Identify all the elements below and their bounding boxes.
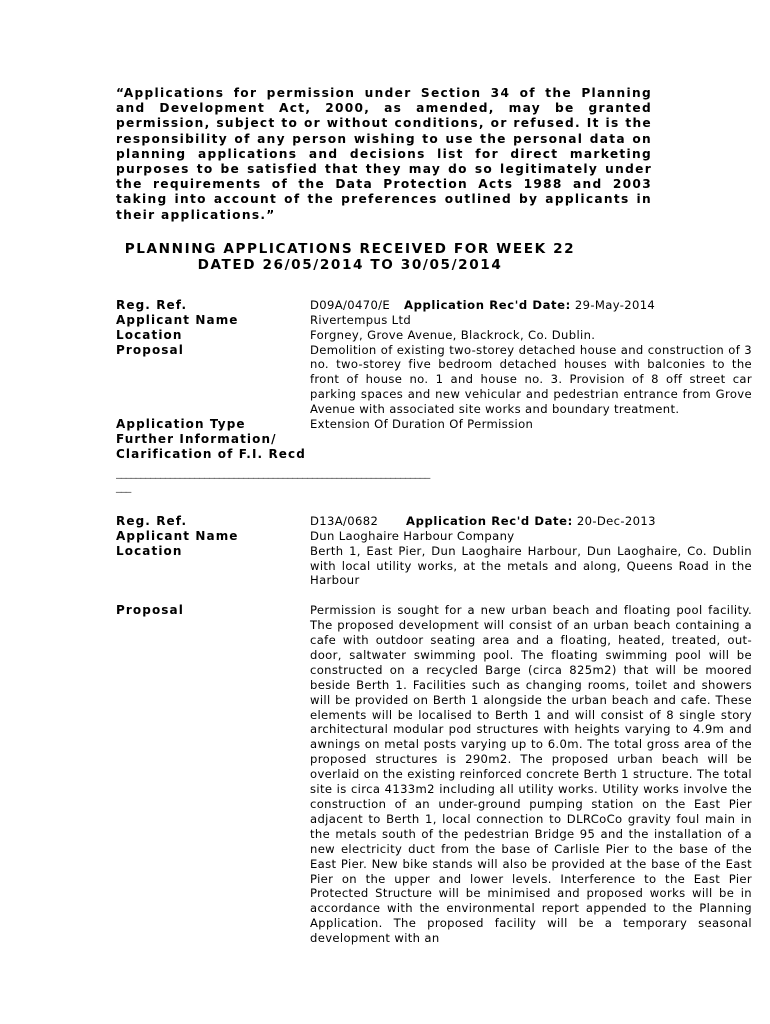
applicant-name-value: Rivertempus Ltd [310, 312, 412, 327]
record-separator: ________________________________________________________________ [116, 465, 430, 479]
proposal-label: Proposal [116, 603, 184, 618]
proposal-value: Demolition of existing two-storey detached house and construction of 3 no. two-storey five bedroom detached houses with balconies to the front of house no. 1 and house no. 3. Provision of 8 off street car parking spaces and new vehicular and pedestrian entrance from Grove Avenue with associated site works and boundary treatment. [310, 342, 752, 417]
date-recd-label: Application Rec'd Date: [404, 297, 571, 312]
record-separator-tail: ___ [116, 479, 131, 493]
applicant-name-value: Dun Laoghaire Harbour Company [310, 528, 515, 543]
applicant-name-label: Applicant Name [116, 312, 239, 327]
application-record [116, 298, 752, 494]
application-type-value: Extension Of Duration Of Permission [310, 417, 534, 432]
clarification-label: Clarification of F.I. Recd [116, 446, 306, 461]
proposal-value: Permission is sought for a new urban beach and floating pool facility. The proposed development will consist of an urban beach containing a cafe with outdoor seating area and a floating, heated, treated, out-door, saltwater swimming pool. The floating swimming pool will be constructed on a recycled Barge (circa 825m2) that will be moored beside Berth 1. Facilities such as changing rooms, toilet and showers will be provided on Berth 1 alongside the urban beach and cafe. These elements will be localised to Berth 1 and will consist of 8 single story architectural modular pod structures with heights varying to 4.9m and awnings on metal posts varying up to 6.0m. The total gross area of the proposed structures is 290m2. The proposed urban beach will be overlaid on the existing reinforced concrete Berth 1 structure. The total site is circa 4133m2 including all utility works. Utility works involve the construction of an under-ground pumping station on the East Pier adjacent to Berth 1, local connection to DLRCoCo gravity foul main in the metals south of the pedestrian Bridge 95 and the installation of a new electricity duct from the base of Carlisle Pier to the base of the East Pier. New bike stands will also be provided at the base of the East Pier on the upper and lower levels. Interference to the East Pier Protected Structure will be minimised and proposed works will be in accordance with the environmental report appended to the Planning Application. The proposed facility will be a temporary seasonal development with an [310, 603, 752, 946]
heading-line-2: DATED 26/05/2014 TO 30/05/2014 [197, 257, 503, 274]
date-recd-value: 20-Dec-2013 [576, 513, 656, 528]
date-recd-label: Application Rec'd Date: [406, 513, 573, 528]
location-label: Location [116, 543, 183, 558]
location-label: Location [116, 327, 183, 342]
proposal-label: Proposal [116, 342, 184, 357]
reg-ref-label: Reg. Ref. [116, 513, 188, 528]
heading-line-1: PLANNING APPLICATIONS RECEIVED FOR WEEK 22 [124, 240, 576, 257]
data-protection-disclaimer: “Applications for permission under Section 34 of the Planning and Development Act, 2000, as amended, may be granted permission, subject to or without conditions, or refused. It is the responsibility of any person wishing to use the personal data on planning applications and decisions list for direct marketing purposes to be satisfied that they may do so legitimately under the requirements of the Data Protection Acts 1988 and 2003 taking into account of the preferences outlined by applicants in their applications.” [116, 86, 652, 222]
reg-ref-value: D13A/0682 [310, 513, 379, 528]
document-page [116, 86, 752, 946]
reg-ref-label: Reg. Ref. [116, 297, 188, 312]
further-info-label: Further Information/ [116, 431, 277, 446]
location-value: Forgney, Grove Avenue, Blackrock, Co. Dublin. [310, 327, 596, 342]
application-record [116, 514, 752, 946]
applicant-name-label: Applicant Name [116, 528, 239, 543]
page-heading [116, 241, 584, 274]
reg-ref-value: D09A/0470/E [310, 297, 391, 312]
date-recd-value: 29-May-2014 [574, 297, 656, 312]
application-type-label: Application Type [116, 417, 246, 432]
location-value: Berth 1, East Pier, Dun Laoghaire Harbour, Dun Laoghaire, Co. Dublin with local utility works, at the metals and along, Queens Road in the Harbour [310, 543, 752, 588]
